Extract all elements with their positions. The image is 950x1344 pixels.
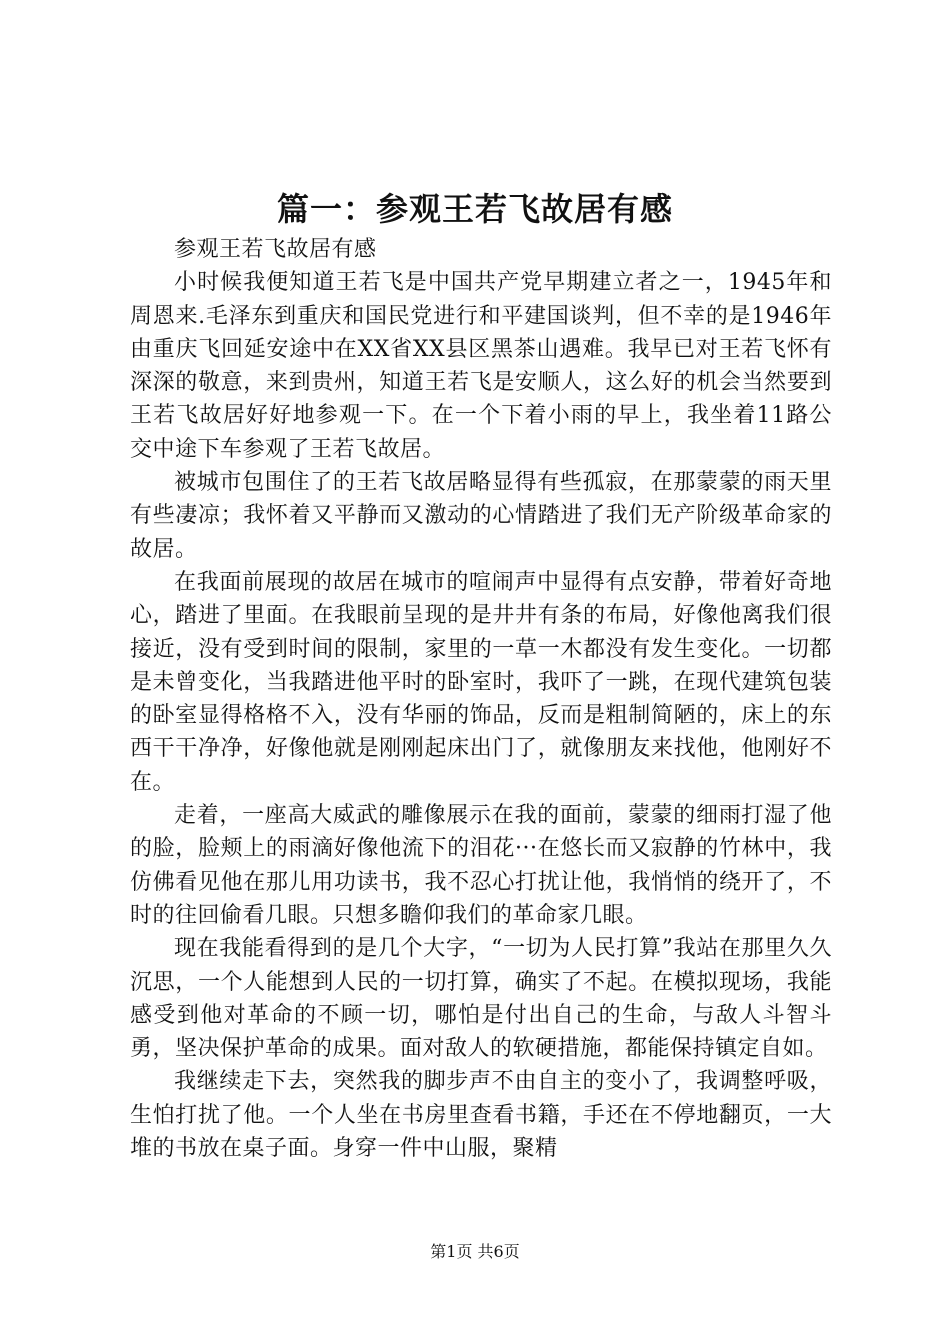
paragraph-6: 我继续走下去，突然我的脚步声不由自主的变小了，我调整呼吸，生怕打扰了他。一个人坐在书房里查看书籍，手还在不停地翻页，一大堆的书放在桌子面。身穿一件中山服，聚精 [130, 1069, 832, 1162]
document-body [130, 233, 832, 1165]
document-title: 篇一：参观王若飞故居有感 [276, 190, 673, 228]
paragraph-2: 被城市包围住了的王若飞故居略显得有些孤寂，在那蒙蒙的雨天里有些凄凉；我怀着又平静而又激动的心情踏进了我们无产阶级革命家的故居。 [130, 470, 832, 562]
paragraph-1: 小时候我便知道王若飞是中国共产党早期建立者之一，1945年和周恩来.毛泽东到重庆和国民党进行和平建国谈判，但不幸的是1946年由重庆飞回延安途中在XX省XX县区黑茶山遇难。我早已对王若飞怀有深深的敬意，来到贵州，知道王若飞是安顺人，这么好的机会当然要到王若飞故居好好地参观一下。在一个下着小雨的早上，我坐着11路公交中途下车参观了王若飞故居。 [130, 270, 832, 462]
page-footer: 第1页 共6页 [430, 1242, 520, 1261]
paragraph-4: 走着，一座高大威武的雕像展示在我的面前，蒙蒙的细雨打湿了他的脸，脸颊上的雨滴好像他流下的泪花···在悠长而又寂静的竹林中，我仿佛看见他在那儿用功读书，我不忍心打扰让他，我悄悄的绕开了，不时的往回偷看几眼。只想多瞻仰我们的革命家几眼。 [130, 803, 832, 928]
paragraph-3: 在我面前展现的故居在城市的喧闹声中显得有点安静，带着好奇地心，踏进了里面。在我眼前呈现的是井井有条的布局，好像他离我们很接近，没有受到时间的限制，家里的一草一木都没有发生变化。一切都是未曾变化，当我踏进他平时的卧室时，我吓了一跳，在现代建筑包装的卧室显得格格不入，没有华丽的饰品，反而是粗制简陋的，床上的东西干干净净，好像他就是刚刚起床出门了，就像朋友来找他，他刚好不在。 [130, 569, 832, 795]
document-subtitle: 参观王若飞故居有感 [174, 237, 377, 262]
paragraph-5: 现在我能看得到的是几个大字，“一切为人民打算”我站在那里久久沉思，一个人能想到人民的一切打算，确实了不起。在模拟现场，我能感受到他对革命的不顾一切，哪怕是付出自己的生命，与敌人斗智斗勇，坚决保护革命的成果。面对敌人的软硬措施，都能保持镇定自如。 [130, 936, 832, 1062]
